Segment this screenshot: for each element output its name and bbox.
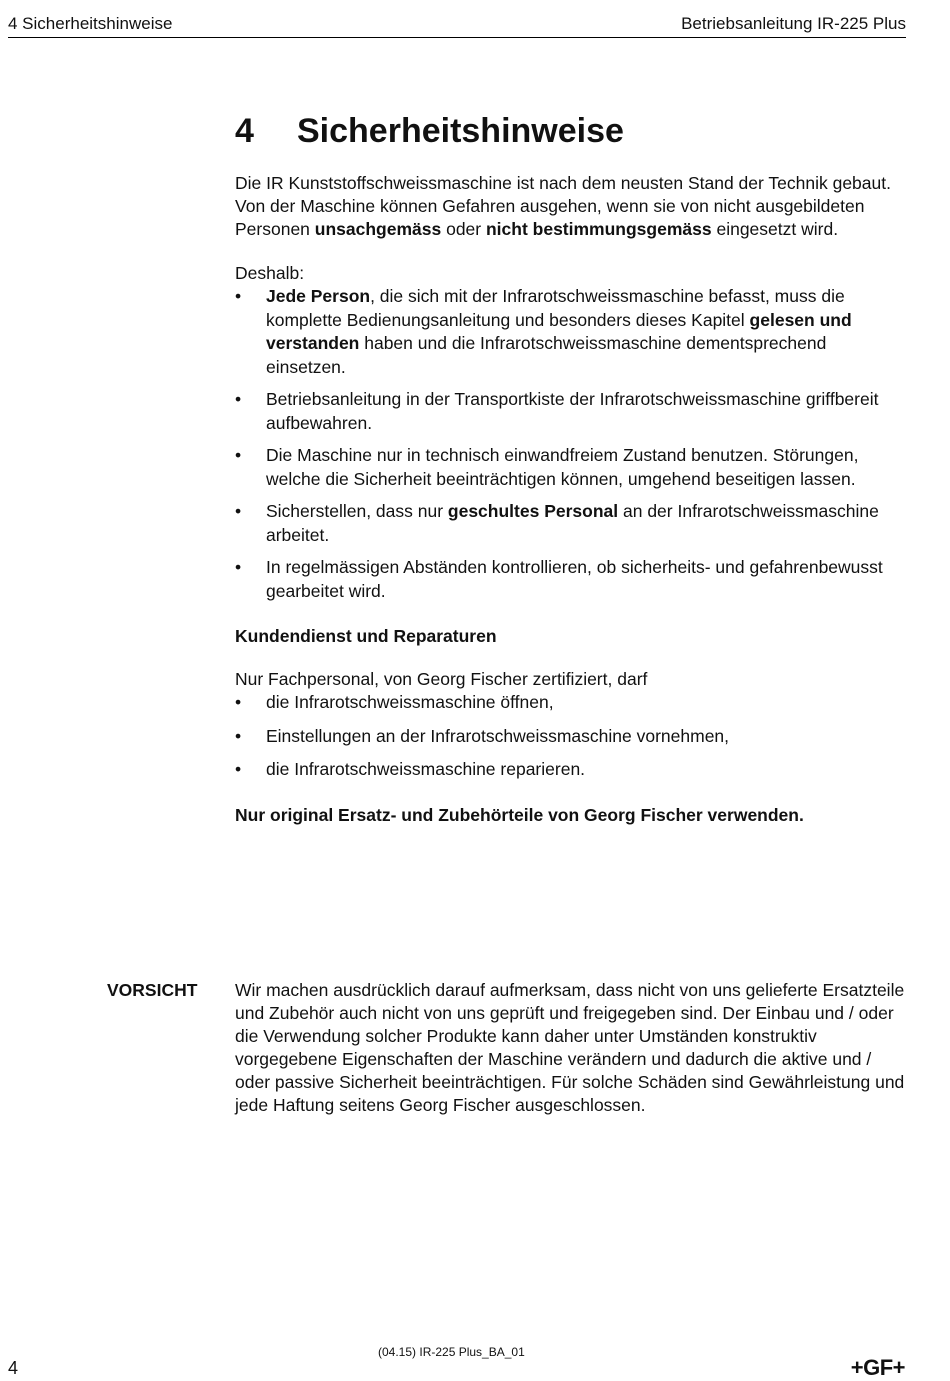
- chapter-title: [235, 108, 905, 154]
- list-item: [235, 285, 905, 379]
- list-item: [235, 758, 905, 782]
- bullet-icon: •: [235, 445, 242, 465]
- header-chapter-title: 4 Sicherheitshinweise: [8, 14, 173, 33]
- bullet-icon: •: [235, 557, 242, 577]
- service-list: [235, 691, 905, 782]
- item-text: Sicherstellen, dass nur: [266, 501, 448, 521]
- main-content: [235, 108, 905, 827]
- intro-text-2: oder: [441, 219, 486, 239]
- list-item: [235, 500, 905, 547]
- gf-logo: +GF+: [850, 1355, 905, 1380]
- item-text: Einstellungen an der Infrarotschweissmaschine vornehmen,: [266, 725, 730, 746]
- intro-text-3: eingesetzt wird.: [711, 219, 839, 239]
- document-code: (04.15) IR-225 Plus_BA_01: [378, 1345, 525, 1359]
- bullet-icon: •: [235, 759, 242, 779]
- item-text: die Infrarotschweissmaschine öffnen,: [266, 692, 554, 712]
- bullet-icon: •: [235, 501, 242, 521]
- page-header: [8, 12, 906, 38]
- list-item: [235, 725, 905, 749]
- header-document-title: Betriebsanleitung IR-225 Plus: [681, 14, 906, 33]
- chapter-title-text: Sicherheitshinweise: [297, 112, 624, 150]
- bullet-icon: •: [235, 692, 242, 712]
- bullet-icon: •: [235, 389, 242, 409]
- item-bold: geschultes Personal: [447, 501, 619, 521]
- list-item: [235, 444, 905, 491]
- intro-bold-2: nicht bestimmungsgemäss: [485, 219, 712, 239]
- intro-text-1: Die IR Kunststoffschweissmaschine ist nach dem neusten Stand der Technik gebaut. Von der Maschine können Gefahren ausgehen, wenn sie von nicht ausgebildeten Personen: [235, 173, 891, 239]
- item-text: Betriebsanleitung in der Transportkiste der Infrarotschweissmaschine griffbereit aufbewahren.: [266, 389, 879, 433]
- service-heading: Kundendienst und Reparaturen: [235, 626, 497, 646]
- item-text: In regelmässigen Abständen kontrollieren, ob sicherheits- und gefahrenbewusst gearbeitet wird.: [266, 557, 883, 601]
- item-text: haben und die Infrarotschweissmaschine dementsprechend einsetzen.: [266, 333, 827, 377]
- list-item: [235, 388, 905, 435]
- intro-paragraph: [235, 172, 905, 241]
- item-bold: Jede Person: [266, 286, 371, 306]
- item-text: Die Maschine nur in technisch einwandfreiem Zustand benutzen. Störungen, welche die Sicherheit beeinträchtigen können, umgehend beseitigen lassen.: [266, 445, 859, 489]
- list-item: [235, 556, 905, 603]
- chapter-number: 4: [235, 112, 254, 150]
- safety-list: [235, 285, 905, 603]
- intro-bold-1: unsachgemäss: [314, 219, 442, 239]
- bullet-icon: •: [235, 286, 242, 306]
- item-text: an der Infrarotschweissmaschine arbeitet.: [266, 501, 879, 545]
- item-bold: gelesen und verstanden: [266, 309, 852, 353]
- list-item: [235, 691, 905, 715]
- caution-label: VORSICHT: [107, 980, 198, 1000]
- caution-text: Wir machen ausdrücklich darauf aufmerksam, dass nicht von uns gelieferte Ersatzteile und Zubehör auch nicht von uns geprüft und freigegeben sind. Der Einbau und / oder die Verwendung solcher Produkte kann daher unter Umständen konstruktiv vorgegebene Eigenschaften der Maschine verändern und dadurch die aktive und / oder passive Sicherheit beeinträchtigen. Für solche Schäden sind Gewährleistung und jede Haftung seitens Georg Fischer ausgeschlossen.: [235, 980, 905, 1115]
- item-text: , die sich mit der Infrarotschweissmaschine befasst, muss die komplette Bedienungsanleitung und besonders dieses Kapitel: [266, 286, 845, 330]
- item-text: die Infrarotschweissmaschine reparieren.: [266, 759, 586, 779]
- service-intro: Nur Fachpersonal, von Georg Fischer zertifiziert, darf: [235, 669, 648, 689]
- bullet-icon: •: [235, 725, 242, 746]
- deshalb-text: Deshalb:: [235, 263, 305, 283]
- original-parts-note: Nur original Ersatz- und Zubehörteile von Georg Fischer verwenden.: [235, 804, 804, 825]
- page-number: 4: [8, 1358, 19, 1378]
